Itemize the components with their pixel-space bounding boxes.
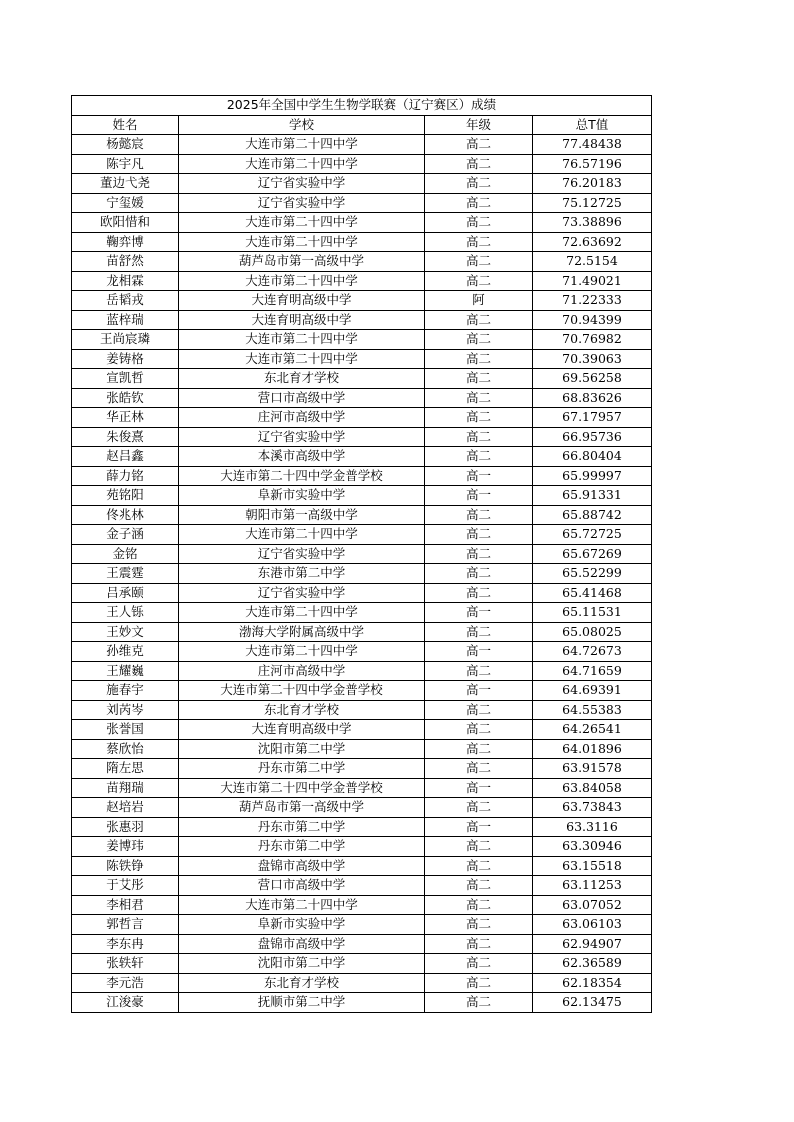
cell-school: 东北育才学校: [179, 700, 425, 720]
cell-score: 70.94399: [533, 310, 652, 330]
cell-name: 杨懿宸: [72, 135, 179, 155]
cell-name: 董边弋尧: [72, 174, 179, 194]
cell-name: 苗翔瑞: [72, 778, 179, 798]
cell-score: 71.49021: [533, 271, 652, 291]
cell-grade: 高二: [425, 505, 533, 525]
table-row: [72, 486, 652, 506]
table-row: [72, 427, 652, 447]
cell-grade: 高二: [425, 915, 533, 935]
cell-school: 葫芦岛市第一高级中学: [179, 798, 425, 818]
cell-score: 75.12725: [533, 193, 652, 213]
cell-score: 63.15518: [533, 856, 652, 876]
results-table: [71, 95, 652, 1013]
cell-school: 大连市第二十四中学: [179, 895, 425, 915]
header-grade: 年级: [425, 115, 533, 135]
cell-school: 大连育明高级中学: [179, 720, 425, 740]
cell-grade: 高二: [425, 564, 533, 584]
cell-grade: 高一: [425, 817, 533, 837]
table-row: [72, 505, 652, 525]
cell-school: 东港市第二中学: [179, 564, 425, 584]
cell-school: 丹东市第二中学: [179, 817, 425, 837]
cell-score: 62.13475: [533, 993, 652, 1013]
table-row: [72, 661, 652, 681]
cell-name: 华正林: [72, 408, 179, 428]
cell-name: 朱俊熹: [72, 427, 179, 447]
cell-grade: 高二: [425, 759, 533, 779]
cell-score: 71.22333: [533, 291, 652, 311]
cell-grade: 高二: [425, 739, 533, 759]
table-row: [72, 895, 652, 915]
cell-grade: 高一: [425, 681, 533, 701]
cell-grade: 高二: [425, 174, 533, 194]
cell-score: 63.06103: [533, 915, 652, 935]
cell-score: 64.69391: [533, 681, 652, 701]
table-row: [72, 330, 652, 350]
cell-name: 吕承颐: [72, 583, 179, 603]
cell-grade: 高一: [425, 642, 533, 662]
cell-name: 姜铸格: [72, 349, 179, 369]
cell-grade: 高二: [425, 661, 533, 681]
cell-score: 68.83626: [533, 388, 652, 408]
cell-grade: 高二: [425, 856, 533, 876]
table-row: [72, 603, 652, 623]
cell-school: 大连市第二十四中学: [179, 213, 425, 233]
cell-grade: 高二: [425, 876, 533, 896]
cell-name: 赵培岩: [72, 798, 179, 818]
cell-name: 李相君: [72, 895, 179, 915]
cell-grade: 高二: [425, 213, 533, 233]
table-row: [72, 759, 652, 779]
cell-grade: 高二: [425, 583, 533, 603]
cell-score: 62.94907: [533, 934, 652, 954]
cell-score: 66.95736: [533, 427, 652, 447]
cell-school: 大连市第二十四中学金普学校: [179, 681, 425, 701]
cell-name: 赵吕鑫: [72, 447, 179, 467]
table-row: [72, 700, 652, 720]
cell-grade: 高二: [425, 720, 533, 740]
cell-name: 薛力铭: [72, 466, 179, 486]
table-row: [72, 681, 652, 701]
cell-school: 盘锦市高级中学: [179, 934, 425, 954]
cell-school: 大连市第二十四中学: [179, 349, 425, 369]
cell-score: 64.26541: [533, 720, 652, 740]
cell-score: 63.84058: [533, 778, 652, 798]
table-row: [72, 739, 652, 759]
table-row: [72, 973, 652, 993]
table-row: [72, 993, 652, 1013]
cell-grade: 高二: [425, 447, 533, 467]
cell-name: 苗舒然: [72, 252, 179, 272]
cell-school: 朝阳市第一高级中学: [179, 505, 425, 525]
cell-name: 陈宇凡: [72, 154, 179, 174]
table-row: [72, 837, 652, 857]
cell-school: 大连市第二十四中学: [179, 525, 425, 545]
cell-school: 营口市高级中学: [179, 876, 425, 896]
cell-school: 葫芦岛市第一高级中学: [179, 252, 425, 272]
cell-score: 62.18354: [533, 973, 652, 993]
table-row: [72, 232, 652, 252]
cell-school: 辽宁省实验中学: [179, 583, 425, 603]
table-row: [72, 564, 652, 584]
cell-name: 隋左思: [72, 759, 179, 779]
table-row: [72, 193, 652, 213]
cell-grade: 高二: [425, 252, 533, 272]
table-row: [72, 525, 652, 545]
cell-name: 金铭: [72, 544, 179, 564]
cell-name: 佟兆林: [72, 505, 179, 525]
cell-school: 阜新市实验中学: [179, 486, 425, 506]
cell-school: 大连市第二十四中学金普学校: [179, 778, 425, 798]
cell-score: 69.56258: [533, 369, 652, 389]
cell-grade: 高二: [425, 525, 533, 545]
cell-grade: 高二: [425, 837, 533, 857]
table-row: [72, 583, 652, 603]
table-row: [72, 544, 652, 564]
header-row: [72, 115, 652, 135]
cell-school: 辽宁省实验中学: [179, 193, 425, 213]
cell-name: 王尚宸璘: [72, 330, 179, 350]
cell-grade: 高二: [425, 408, 533, 428]
cell-score: 65.99997: [533, 466, 652, 486]
cell-grade: 高二: [425, 193, 533, 213]
table-row: [72, 466, 652, 486]
cell-school: 抚顺市第二中学: [179, 993, 425, 1013]
cell-score: 63.07052: [533, 895, 652, 915]
cell-school: 渤海大学附属高级中学: [179, 622, 425, 642]
cell-school: 大连市第二十四中学: [179, 330, 425, 350]
cell-name: 李元浩: [72, 973, 179, 993]
cell-name: 王耀巍: [72, 661, 179, 681]
cell-score: 65.08025: [533, 622, 652, 642]
cell-name: 姜博玮: [72, 837, 179, 857]
cell-name: 欧阳惜和: [72, 213, 179, 233]
cell-score: 63.91578: [533, 759, 652, 779]
cell-name: 龙相霖: [72, 271, 179, 291]
header-score: 总T值: [533, 115, 652, 135]
cell-grade: 高二: [425, 349, 533, 369]
cell-name: 郭哲言: [72, 915, 179, 935]
table-row: [72, 213, 652, 233]
cell-school: 大连市第二十四中学: [179, 603, 425, 623]
table-row: [72, 817, 652, 837]
cell-name: 鞠弈博: [72, 232, 179, 252]
table-row: [72, 135, 652, 155]
cell-school: 东北育才学校: [179, 369, 425, 389]
table-row: [72, 252, 652, 272]
cell-name: 王震霆: [72, 564, 179, 584]
cell-score: 73.38896: [533, 213, 652, 233]
cell-score: 76.57196: [533, 154, 652, 174]
cell-score: 65.72725: [533, 525, 652, 545]
cell-school: 丹东市第二中学: [179, 759, 425, 779]
table-body: [72, 135, 652, 1013]
cell-school: 营口市高级中学: [179, 388, 425, 408]
table-row: [72, 369, 652, 389]
cell-score: 67.17957: [533, 408, 652, 428]
cell-grade: 高二: [425, 954, 533, 974]
table-row: [72, 447, 652, 467]
cell-school: 辽宁省实验中学: [179, 427, 425, 447]
table-row: [72, 408, 652, 428]
cell-name: 张誉国: [72, 720, 179, 740]
cell-score: 76.20183: [533, 174, 652, 194]
cell-grade: 高二: [425, 135, 533, 155]
cell-school: 大连市第二十四中学: [179, 642, 425, 662]
cell-school: 大连市第二十四中学金普学校: [179, 466, 425, 486]
cell-score: 72.5154: [533, 252, 652, 272]
cell-name: 刘芮岑: [72, 700, 179, 720]
cell-name: 苑铭阳: [72, 486, 179, 506]
cell-grade: 高一: [425, 603, 533, 623]
cell-name: 蓝梓瑞: [72, 310, 179, 330]
table-row: [72, 622, 652, 642]
cell-score: 63.3116: [533, 817, 652, 837]
table-row: [72, 349, 652, 369]
cell-grade: 高二: [425, 330, 533, 350]
cell-school: 大连市第二十四中学: [179, 135, 425, 155]
cell-name: 张轶轩: [72, 954, 179, 974]
cell-score: 70.39063: [533, 349, 652, 369]
cell-grade: 高二: [425, 369, 533, 389]
table-row: [72, 876, 652, 896]
table-row: [72, 720, 652, 740]
cell-grade: 高二: [425, 973, 533, 993]
cell-school: 庄河市高级中学: [179, 408, 425, 428]
title-row: [72, 96, 652, 116]
cell-school: 本溪市高级中学: [179, 447, 425, 467]
cell-school: 丹东市第二中学: [179, 837, 425, 857]
cell-grade: 高二: [425, 232, 533, 252]
cell-school: 大连市第二十四中学: [179, 154, 425, 174]
table-row: [72, 154, 652, 174]
table-row: [72, 915, 652, 935]
table-row: [72, 934, 652, 954]
cell-school: 沈阳市第二中学: [179, 954, 425, 974]
cell-grade: 高二: [425, 271, 533, 291]
table-row: [72, 291, 652, 311]
cell-grade: 高二: [425, 310, 533, 330]
table-row: [72, 388, 652, 408]
cell-score: 64.72673: [533, 642, 652, 662]
cell-score: 65.41468: [533, 583, 652, 603]
cell-school: 东北育才学校: [179, 973, 425, 993]
cell-name: 宣凯哲: [72, 369, 179, 389]
cell-score: 77.48438: [533, 135, 652, 155]
table-row: [72, 856, 652, 876]
cell-name: 孙维克: [72, 642, 179, 662]
table-row: [72, 310, 652, 330]
cell-score: 63.11253: [533, 876, 652, 896]
cell-grade: 高二: [425, 700, 533, 720]
cell-school: 大连育明高级中学: [179, 310, 425, 330]
cell-grade: 高二: [425, 154, 533, 174]
cell-grade: 高二: [425, 427, 533, 447]
cell-grade: 高二: [425, 544, 533, 564]
cell-score: 64.71659: [533, 661, 652, 681]
cell-score: 65.67269: [533, 544, 652, 564]
cell-school: 大连市第二十四中学: [179, 232, 425, 252]
table-row: [72, 642, 652, 662]
cell-grade: 高一: [425, 486, 533, 506]
cell-score: 65.11531: [533, 603, 652, 623]
cell-score: 70.76982: [533, 330, 652, 350]
cell-grade: 高二: [425, 993, 533, 1013]
cell-score: 63.30946: [533, 837, 652, 857]
cell-name: 王妙文: [72, 622, 179, 642]
cell-school: 辽宁省实验中学: [179, 544, 425, 564]
table-row: [72, 271, 652, 291]
cell-score: 64.55383: [533, 700, 652, 720]
cell-name: 王人铄: [72, 603, 179, 623]
cell-grade: 高二: [425, 622, 533, 642]
cell-score: 62.36589: [533, 954, 652, 974]
cell-grade: 高二: [425, 934, 533, 954]
cell-score: 64.01896: [533, 739, 652, 759]
cell-grade: 高一: [425, 778, 533, 798]
cell-name: 岳韬戎: [72, 291, 179, 311]
cell-school: 大连育明高级中学: [179, 291, 425, 311]
cell-score: 63.73843: [533, 798, 652, 818]
cell-score: 65.91331: [533, 486, 652, 506]
table-row: [72, 174, 652, 194]
cell-school: 沈阳市第二中学: [179, 739, 425, 759]
header-name: 姓名: [72, 115, 179, 135]
cell-name: 李东冉: [72, 934, 179, 954]
cell-grade: 高二: [425, 798, 533, 818]
cell-name: 陈铁铮: [72, 856, 179, 876]
cell-school: 庄河市高级中学: [179, 661, 425, 681]
cell-school: 阜新市实验中学: [179, 915, 425, 935]
cell-school: 辽宁省实验中学: [179, 174, 425, 194]
table-title: 2025年全国中学生生物学联赛（辽宁赛区）成绩: [72, 96, 652, 116]
table-row: [72, 798, 652, 818]
cell-score: 66.80404: [533, 447, 652, 467]
cell-name: 蔡欣怡: [72, 739, 179, 759]
cell-name: 宁玺媛: [72, 193, 179, 213]
cell-score: 65.88742: [533, 505, 652, 525]
cell-score: 65.52299: [533, 564, 652, 584]
table-row: [72, 954, 652, 974]
table-row: [72, 778, 652, 798]
header-school: 学校: [179, 115, 425, 135]
cell-name: 于艾彤: [72, 876, 179, 896]
cell-name: 施春宇: [72, 681, 179, 701]
cell-name: 金子涵: [72, 525, 179, 545]
cell-score: 72.63692: [533, 232, 652, 252]
cell-school: 大连市第二十四中学: [179, 271, 425, 291]
cell-name: 张惠羽: [72, 817, 179, 837]
cell-grade: 高二: [425, 895, 533, 915]
cell-grade: 阿: [425, 291, 533, 311]
cell-school: 盘锦市高级中学: [179, 856, 425, 876]
cell-name: 江浚豪: [72, 993, 179, 1013]
cell-grade: 高二: [425, 388, 533, 408]
cell-name: 张皓钦: [72, 388, 179, 408]
cell-grade: 高一: [425, 466, 533, 486]
